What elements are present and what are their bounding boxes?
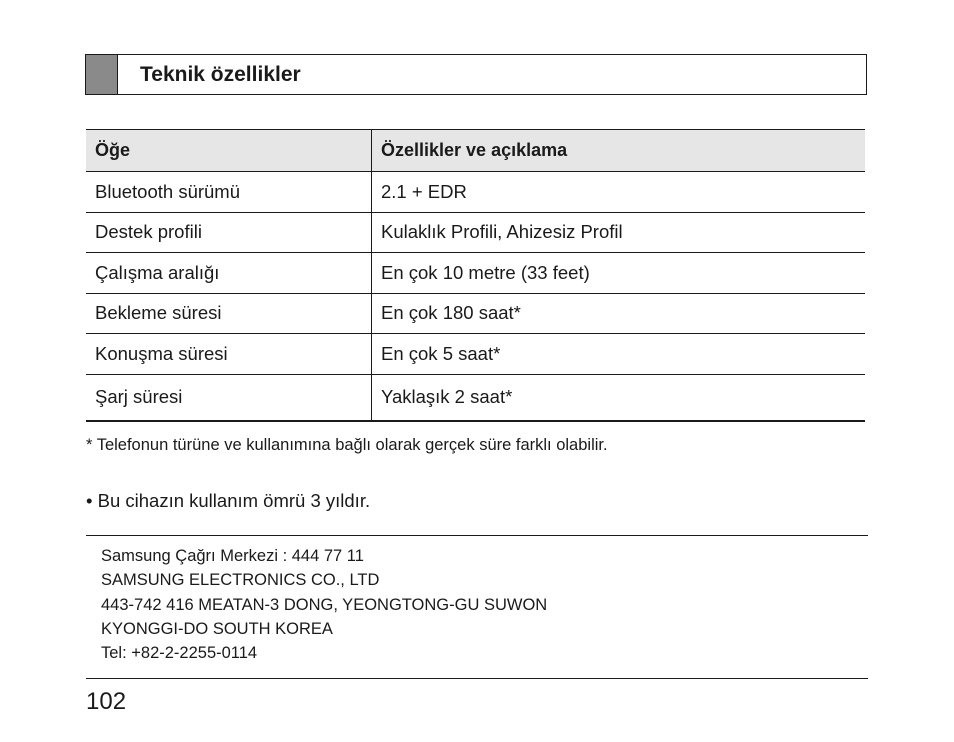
contact-block xyxy=(101,544,547,665)
page-number: 102 xyxy=(86,688,127,715)
table-row xyxy=(86,334,865,375)
table-cell-item: Şarj süresi xyxy=(86,374,372,421)
table-cell-spec: En çok 180 saat* xyxy=(372,293,866,334)
table-row xyxy=(86,293,865,334)
section-marker xyxy=(86,55,118,94)
table-cell-item: Konuşma süresi xyxy=(86,334,372,375)
contact-line: 443-742 416 MEATAN-3 DONG, YEONGTONG-GU SUWON xyxy=(101,595,548,614)
table-header-spec: Özellikler ve açıklama xyxy=(372,130,866,172)
table-cell-item: Çalışma aralığı xyxy=(86,253,372,294)
section-header xyxy=(85,54,867,95)
contact-line: SAMSUNG ELECTRONICS CO., LTD xyxy=(101,571,380,590)
divider-top xyxy=(86,535,868,536)
table-row xyxy=(86,172,865,213)
table-cell-item: Bekleme süresi xyxy=(86,293,372,334)
footnote: * Telefonun türüne ve kullanımına bağlı olarak gerçek süre farklı olabilir. xyxy=(86,436,608,454)
divider-bottom xyxy=(86,678,868,679)
table-header-row xyxy=(86,130,865,172)
table-row xyxy=(86,253,865,294)
table-cell-spec: 2.1 + EDR xyxy=(372,172,866,213)
table-cell-spec: En çok 5 saat* xyxy=(372,334,866,375)
contact-line: Samsung Çağrı Merkezi : 444 77 11 xyxy=(101,547,364,565)
table-row xyxy=(86,212,865,253)
table-cell-spec: Yaklaşık 2 saat* xyxy=(372,374,866,421)
spec-table xyxy=(86,129,865,422)
table-cell-spec: Kulaklık Profili, Ahizesiz Profil xyxy=(372,212,866,253)
table-cell-item: Destek profili xyxy=(86,212,372,253)
contact-line: Tel: +82-2-2255-0114 xyxy=(101,644,258,663)
table-row xyxy=(86,374,865,421)
lifespan-note: • Bu cihazın kullanım ömrü 3 yıldır. xyxy=(86,490,371,511)
table-cell-item: Bluetooth sürümü xyxy=(86,172,372,213)
table-header-item: Öğe xyxy=(86,130,372,172)
contact-line: KYONGGI-DO SOUTH KOREA xyxy=(101,619,333,638)
section-title: Teknik özellikler xyxy=(140,62,301,86)
table-cell-spec: En çok 10 metre (33 feet) xyxy=(372,253,866,294)
